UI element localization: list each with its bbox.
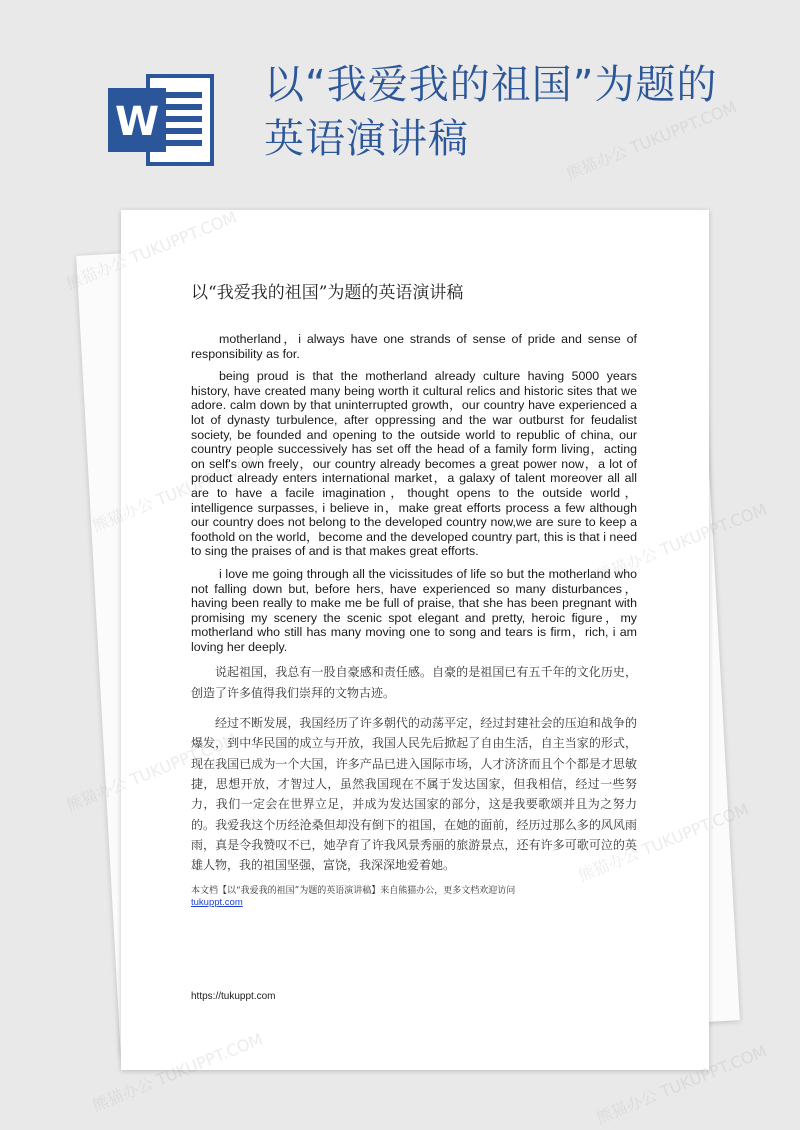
document-title: 以“我爱我的祖国”为题的英语演讲稿 (191, 283, 464, 303)
watermark: 熊猫办公 (63, 773, 130, 816)
document-body (191, 280, 637, 909)
english-paragraph: being proud is that the motherland already culture having 5000 years history, have created many being worth it cultural relics and historic sites that we adore. calm down by that uninterrupted growth，our country have experienced a lot of dynasty turbulence, after oppressing and the war outburst for feudalist society, be founded and opening to the outside world to republic of china, our country people successively has set off the head of a family form living，acting on self's own freely，our country already becomes a great power now，a lot of product already enters international market，a galaxy of talent moreover all all are to have a facile imagination，thought opens to the outside world，intelligence surpasses, i believe in，make great efforts process a few although our country does not belong to the developed country now,we are sure to keep a foothold on the world，become and the developed country part, this is that i need to sing the praises of and is that makes great efforts. (191, 369, 637, 559)
watermark: 熊猫办公 TUKUPPT.COM (563, 97, 740, 184)
watermark: 熊猫办公 TUKUPPT.COM (89, 1029, 266, 1116)
watermark: TUKUPPT.COM (657, 499, 770, 560)
english-paragraph: motherland，i always have one strands of sense of pride and sense of responsibility as for. (191, 332, 637, 361)
watermark: 熊猫办公 TUKUPPT.COM (593, 1041, 770, 1128)
chinese-paragraph: 经过不断发展，我国经历了许多朝代的动荡平定，经过封建社会的压迫和战争的爆发，到中华民国的成立与开放，我国人民先后掀起了自由生活，自主当家的形式，现在我国已成为一个大国，许多产品已进入国际市场，人才济济而且个个都是才思敏捷，思想开放，才智过人，虽然我国现在不属于发达国家，但我相信，经过一些努力，我们一定会在世界立足，并成为发达国家的部分，这是我要歌颂并且为之努力的。我爱我这个历经沧桑但却没有倒下的祖国，在她的面前，经历过那么多的风风雨雨，真是令我赞叹不已，她孕育了许我风景秀丽的旅游景点，还有许多可歌可泣的英雄人物，我的祖国坚强，富饶，我深深地爱着她。 (191, 716, 637, 873)
english-paragraph: i love me going through all the vicissitudes of life so but the motherland who not falling down but, before hers, have experienced so many disturbances，having been really to make me be full of praise, that she has been pregnant with promising my scenery the scenic spot elegant and pretty, heroic figure，my motherland who still has many moving one to song and tears is firm，rich, i am loving her deeply. (191, 566, 637, 654)
page-title: 以“我爱我的祖国”为题的英语演讲稿 (264, 62, 718, 162)
source-note: 本文档【以“我爱我的祖国”为题的英语演讲稿】来自熊猫办公，更多文档欢迎访问 (191, 886, 516, 897)
source-link[interactable]: tukuppt.com (191, 897, 243, 909)
word-document-icon (108, 72, 216, 168)
page-footer-url: https://tukuppt.com (191, 991, 276, 1002)
word-logo-letter: W (114, 99, 160, 145)
chinese-paragraph: 说起祖国，我总有一股自豪感和责任感。自豪的是祖国已有五千年的文化历史，创造了许多值得我们崇拜的文物古迹。 (191, 665, 637, 700)
